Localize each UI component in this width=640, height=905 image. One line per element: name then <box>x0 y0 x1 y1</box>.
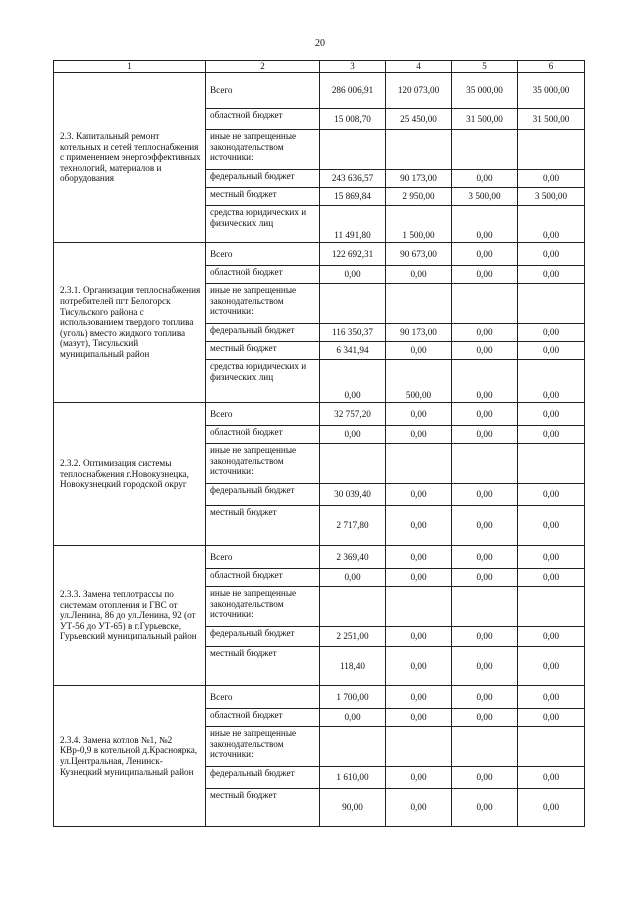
value-cell-col-5: 0,00 <box>452 426 518 444</box>
value-cell-col-3 <box>320 727 386 767</box>
section-title: 2.3. Капитальный ремонт котельных и сетей теплоснабжения с применением энергоэффективных технологий, материалов и оборудования <box>54 73 206 243</box>
funding-source-label: федеральный бюджет <box>206 324 320 342</box>
value-cell-col-5: 0,00 <box>452 324 518 342</box>
value-cell-col-5 <box>452 444 518 484</box>
funding-source-label: областной бюджет <box>206 426 320 444</box>
table-row <box>54 73 585 109</box>
value-cell-col-5: 0,00 <box>452 360 518 403</box>
value-cell-col-3: 15 869,84 <box>320 188 386 206</box>
funding-source-label: иные не запрещенные законодательством источники: <box>206 284 320 324</box>
funding-source-label: местный бюджет <box>206 342 320 360</box>
value-cell-col-3: 2 717,80 <box>320 506 386 546</box>
value-cell-col-4 <box>386 130 452 170</box>
value-cell-col-6 <box>518 727 585 767</box>
value-cell-col-4: 0,00 <box>386 767 452 789</box>
funding-source-label: Всего <box>206 546 320 569</box>
funding-source-label: иные не запрещенные законодательством источники: <box>206 727 320 767</box>
value-cell-col-5: 0,00 <box>452 403 518 426</box>
value-cell-col-5 <box>452 284 518 324</box>
funding-source-label: областной бюджет <box>206 569 320 587</box>
value-cell-col-3: 30 039,40 <box>320 484 386 506</box>
funding-source-label: местный бюджет <box>206 647 320 686</box>
value-cell-col-4: 0,00 <box>386 789 452 827</box>
value-cell-col-4: 0,00 <box>386 266 452 284</box>
value-cell-col-6: 0,00 <box>518 686 585 709</box>
value-cell-col-5: 0,00 <box>452 506 518 546</box>
value-cell-col-6 <box>518 284 585 324</box>
value-cell-col-4: 90 173,00 <box>386 170 452 188</box>
value-cell-col-3: 243 636,57 <box>320 170 386 188</box>
value-cell-col-3: 118,40 <box>320 647 386 686</box>
value-cell-col-5: 0,00 <box>452 266 518 284</box>
value-cell-col-4: 90 173,00 <box>386 324 452 342</box>
value-cell-col-4: 25 450,00 <box>386 109 452 130</box>
funding-source-label: областной бюджет <box>206 709 320 727</box>
funding-source-label: областной бюджет <box>206 109 320 130</box>
funding-source-label: средства юридических и физических лиц <box>206 206 320 243</box>
value-cell-col-6: 0,00 <box>518 243 585 266</box>
section-title: 2.3.4. Замена котлов №1, №2 КВр-0,9 в котельной д.Красноярка, ул.Центральная, Ленинск-Кузнецкий муниципальный район <box>54 686 206 827</box>
section-title: 2.3.3. Замена теплотрассы по системам отопления и ГВС от ул.Ленина, 86 до ул.Ленина, 92 (от УТ-56 до УТ-65) в г.Гурьевске, Гурьевский муниципальный район <box>54 546 206 686</box>
value-cell-col-3 <box>320 130 386 170</box>
value-cell-col-5: 0,00 <box>452 342 518 360</box>
value-cell-col-3: 90,00 <box>320 789 386 827</box>
value-cell-col-6: 0,00 <box>518 647 585 686</box>
value-cell-col-6: 0,00 <box>518 170 585 188</box>
budget-table <box>53 60 585 827</box>
value-cell-col-3: 11 491,80 <box>320 206 386 243</box>
value-cell-col-4: 0,00 <box>386 569 452 587</box>
value-cell-col-6: 0,00 <box>518 506 585 546</box>
value-cell-col-6: 0,00 <box>518 789 585 827</box>
table-row <box>54 403 585 426</box>
header-col-6: 6 <box>518 61 585 73</box>
value-cell-col-5: 0,00 <box>452 206 518 243</box>
funding-source-label: иные не запрещенные законодательством источники: <box>206 444 320 484</box>
funding-source-label: местный бюджет <box>206 506 320 546</box>
value-cell-col-5: 0,00 <box>452 170 518 188</box>
value-cell-col-6: 0,00 <box>518 324 585 342</box>
funding-source-label: Всего <box>206 403 320 426</box>
value-cell-col-3: 32 757,20 <box>320 403 386 426</box>
value-cell-col-4: 0,00 <box>386 686 452 709</box>
value-cell-col-6: 0,00 <box>518 484 585 506</box>
funding-source-label: областной бюджет <box>206 266 320 284</box>
section-title: 2.3.2. Оптимизация системы теплоснабжения г.Новокузнецка, Новокузнецкий городской округ <box>54 403 206 546</box>
funding-source-label: иные не запрещенные законодательством источники: <box>206 587 320 627</box>
value-cell-col-4 <box>386 727 452 767</box>
value-cell-col-4: 1 500,00 <box>386 206 452 243</box>
value-cell-col-3: 1 700,00 <box>320 686 386 709</box>
value-cell-col-6: 0,00 <box>518 266 585 284</box>
header-col-3: 3 <box>320 61 386 73</box>
funding-source-label: федеральный бюджет <box>206 627 320 647</box>
value-cell-col-3: 0,00 <box>320 360 386 403</box>
value-cell-col-6: 0,00 <box>518 206 585 243</box>
funding-source-label: местный бюджет <box>206 188 320 206</box>
value-cell-col-4: 0,00 <box>386 506 452 546</box>
table-row <box>54 243 585 266</box>
value-cell-col-4: 120 073,00 <box>386 73 452 109</box>
header-row <box>54 61 585 73</box>
funding-source-label: федеральный бюджет <box>206 170 320 188</box>
value-cell-col-5: 0,00 <box>452 546 518 569</box>
value-cell-col-4: 90 673,00 <box>386 243 452 266</box>
value-cell-col-3: 286 006,91 <box>320 73 386 109</box>
value-cell-col-3: 0,00 <box>320 709 386 727</box>
value-cell-col-4: 0,00 <box>386 546 452 569</box>
value-cell-col-3 <box>320 444 386 484</box>
value-cell-col-5: 0,00 <box>452 627 518 647</box>
table-row <box>54 546 585 569</box>
funding-source-label: средства юридических и физических лиц <box>206 360 320 403</box>
value-cell-col-4 <box>386 444 452 484</box>
value-cell-col-5 <box>452 727 518 767</box>
funding-source-label: иные не запрещенные законодательством источники: <box>206 130 320 170</box>
page-number: 20 <box>315 38 325 49</box>
value-cell-col-6 <box>518 130 585 170</box>
value-cell-col-3: 122 692,31 <box>320 243 386 266</box>
value-cell-col-3: 0,00 <box>320 426 386 444</box>
header-col-1: 1 <box>54 61 206 73</box>
value-cell-col-3: 15 008,70 <box>320 109 386 130</box>
value-cell-col-4: 0,00 <box>386 342 452 360</box>
value-cell-col-6 <box>518 587 585 627</box>
value-cell-col-6: 0,00 <box>518 767 585 789</box>
value-cell-col-5 <box>452 130 518 170</box>
value-cell-col-6: 0,00 <box>518 569 585 587</box>
value-cell-col-4: 0,00 <box>386 426 452 444</box>
value-cell-col-6: 0,00 <box>518 403 585 426</box>
value-cell-col-6: 35 000,00 <box>518 73 585 109</box>
value-cell-col-5: 0,00 <box>452 686 518 709</box>
value-cell-col-6: 0,00 <box>518 360 585 403</box>
value-cell-col-3: 2 251,00 <box>320 627 386 647</box>
value-cell-col-5: 3 500,00 <box>452 188 518 206</box>
value-cell-col-5 <box>452 587 518 627</box>
value-cell-col-4: 500,00 <box>386 360 452 403</box>
header-col-4: 4 <box>386 61 452 73</box>
value-cell-col-5: 0,00 <box>452 767 518 789</box>
value-cell-col-3: 1 610,00 <box>320 767 386 789</box>
value-cell-col-6: 3 500,00 <box>518 188 585 206</box>
value-cell-col-3: 6 341,94 <box>320 342 386 360</box>
value-cell-col-5: 0,00 <box>452 647 518 686</box>
funding-source-label: Всего <box>206 686 320 709</box>
funding-source-label: Всего <box>206 243 320 266</box>
value-cell-col-4: 0,00 <box>386 709 452 727</box>
value-cell-col-3 <box>320 284 386 324</box>
header-col-2: 2 <box>206 61 320 73</box>
value-cell-col-4: 0,00 <box>386 403 452 426</box>
table-row <box>54 686 585 709</box>
value-cell-col-4 <box>386 587 452 627</box>
value-cell-col-5: 0,00 <box>452 709 518 727</box>
value-cell-col-3: 2 369,40 <box>320 546 386 569</box>
funding-source-label: федеральный бюджет <box>206 767 320 789</box>
value-cell-col-6: 0,00 <box>518 709 585 727</box>
value-cell-col-6: 0,00 <box>518 627 585 647</box>
value-cell-col-4: 0,00 <box>386 484 452 506</box>
funding-source-label: Всего <box>206 73 320 109</box>
value-cell-col-6 <box>518 444 585 484</box>
header-col-5: 5 <box>452 61 518 73</box>
value-cell-col-6: 0,00 <box>518 546 585 569</box>
value-cell-col-3: 0,00 <box>320 266 386 284</box>
funding-source-label: федеральный бюджет <box>206 484 320 506</box>
section-title: 2.3.1. Организация теплоснабжения потребителей пгт Белогорск Тисульского района с использованием твердого топлива (уголь) вместо жидкого топлива (мазут), Тисульский муниципальный район <box>54 243 206 403</box>
value-cell-col-4: 2 950,00 <box>386 188 452 206</box>
value-cell-col-3: 116 350,37 <box>320 324 386 342</box>
value-cell-col-5: 31 500,00 <box>452 109 518 130</box>
value-cell-col-6: 31 500,00 <box>518 109 585 130</box>
value-cell-col-4: 0,00 <box>386 627 452 647</box>
value-cell-col-5: 35 000,00 <box>452 73 518 109</box>
value-cell-col-4 <box>386 284 452 324</box>
value-cell-col-3: 0,00 <box>320 569 386 587</box>
funding-source-label: местный бюджет <box>206 789 320 827</box>
value-cell-col-5: 0,00 <box>452 789 518 827</box>
value-cell-col-5: 0,00 <box>452 243 518 266</box>
value-cell-col-6: 0,00 <box>518 342 585 360</box>
value-cell-col-5: 0,00 <box>452 569 518 587</box>
value-cell-col-6: 0,00 <box>518 426 585 444</box>
value-cell-col-3 <box>320 587 386 627</box>
value-cell-col-4: 0,00 <box>386 647 452 686</box>
value-cell-col-5: 0,00 <box>452 484 518 506</box>
